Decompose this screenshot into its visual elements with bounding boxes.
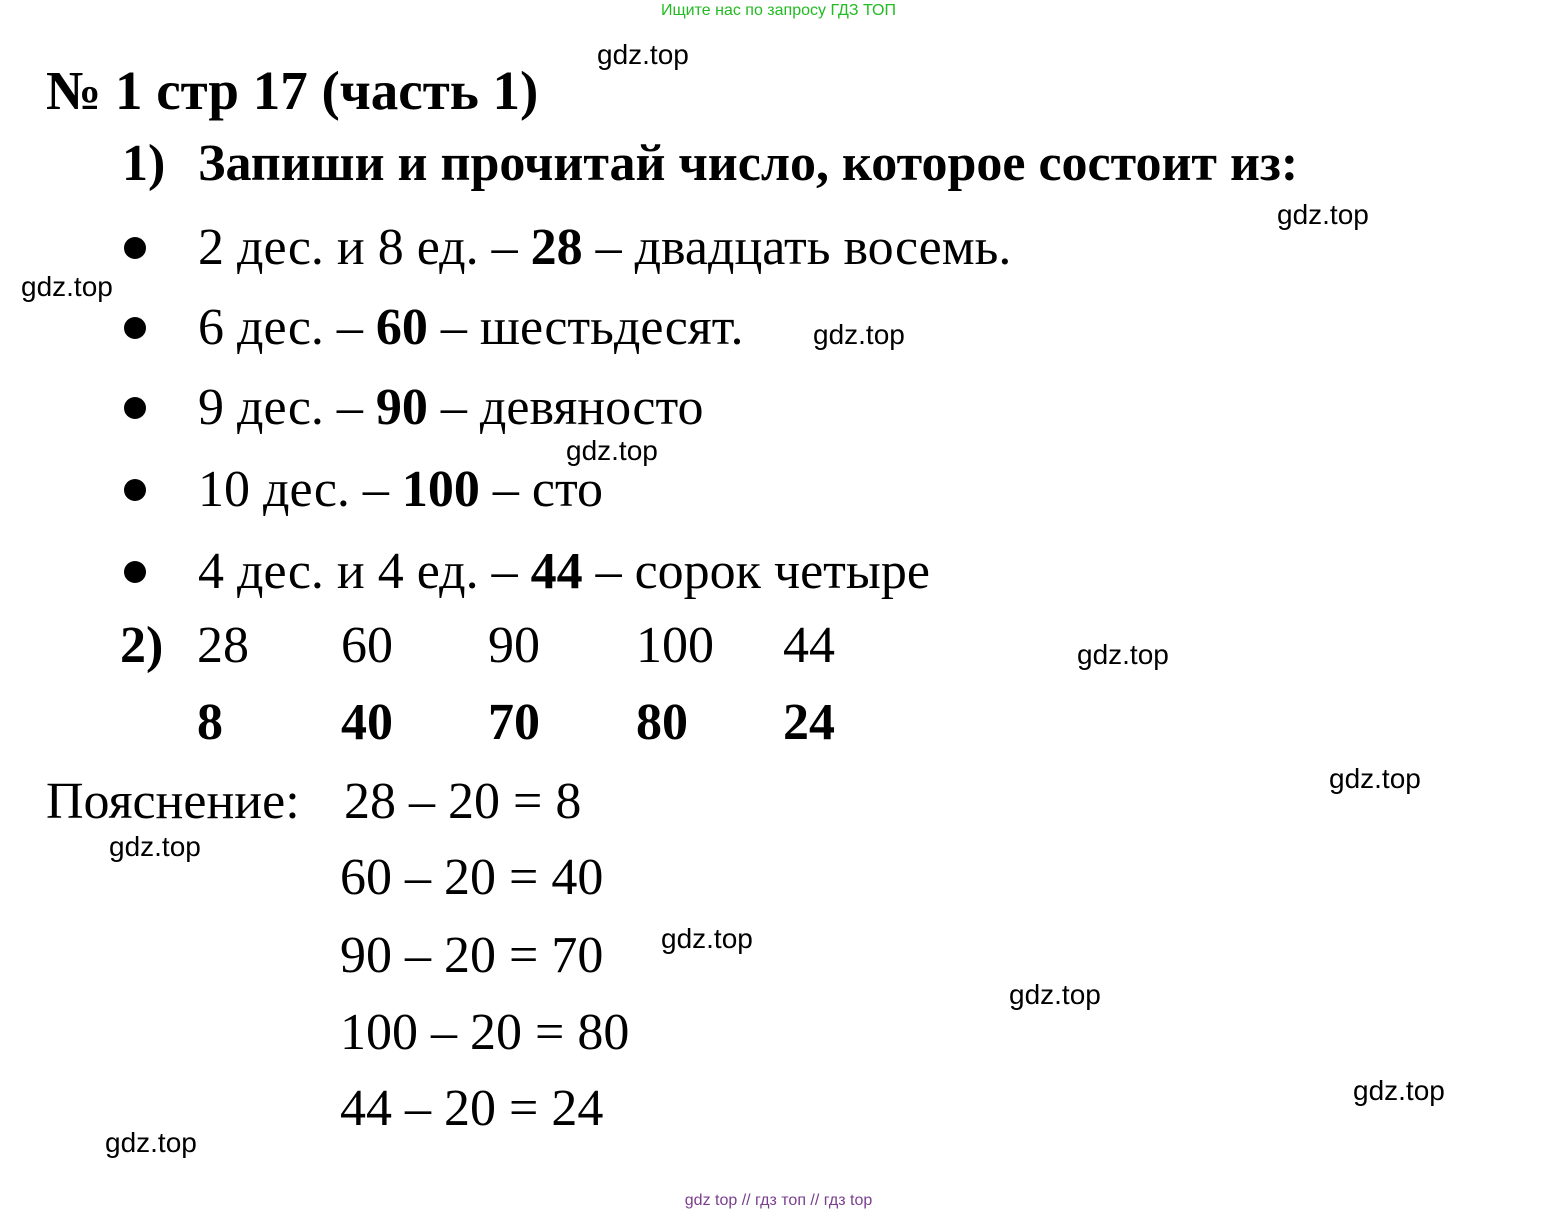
equation: 60 – 20 = 40	[340, 849, 604, 906]
watermark: gdz.top	[1277, 199, 1369, 230]
bullet-number: 44	[530, 543, 583, 600]
watermark: gdz.top	[566, 435, 658, 466]
bullet-number: 90	[375, 379, 428, 436]
watermark: gdz.top	[21, 271, 113, 302]
bullet-dot-icon	[124, 237, 146, 259]
watermark: gdz.top	[1329, 763, 1421, 794]
bullet-post: – сто	[479, 461, 604, 518]
bullet-pre: 9 дес. –	[198, 379, 376, 436]
watermark: gdz.top	[661, 923, 753, 954]
task-2-result: 70	[488, 694, 540, 751]
bullet-item	[124, 219, 1012, 276]
task-1-number: 1)	[122, 135, 166, 192]
explanation-label: Пояснение:	[46, 773, 300, 830]
task-2-result: 8	[197, 694, 223, 751]
bullet-item	[124, 543, 930, 600]
bullet-dot-icon	[124, 397, 146, 419]
task-2-value: 44	[783, 617, 835, 674]
watermark: gdz.top	[105, 1127, 197, 1158]
task-1-heading	[122, 135, 1299, 192]
bullet-post: – двадцать восемь.	[582, 219, 1012, 276]
page-title: № 1 стр 17 (часть 1)	[46, 60, 539, 121]
task-2-value: 60	[341, 617, 393, 674]
bullet-pre: 2 дес. и 8 ед. –	[198, 219, 531, 276]
bullet-pre: 6 дес. –	[198, 299, 376, 356]
task-2-result: 80	[636, 694, 688, 751]
task-2-result: 40	[341, 694, 393, 751]
watermark: gdz.top	[1353, 1075, 1445, 1106]
bullet-post: – шестьдесят.	[427, 299, 744, 356]
bullet-pre: 4 дес. и 4 ед. –	[198, 543, 531, 600]
footer-links[interactable]: gdz top // гдз топ // гдз top	[684, 1192, 873, 1209]
top-banner[interactable]: Ищите нас по запросу ГДЗ ТОП	[661, 2, 896, 19]
task-2-value: 100	[636, 617, 714, 674]
bullet-number: 28	[530, 219, 583, 276]
bullet-item	[124, 299, 744, 356]
watermark: gdz.top	[1077, 639, 1169, 670]
bullet-dot-icon	[124, 479, 146, 501]
bullet-number: 100	[401, 461, 480, 518]
task-2-value: 90	[488, 617, 540, 674]
watermark: gdz.top	[813, 319, 905, 350]
equation: 28 – 20 = 8	[344, 773, 582, 830]
watermark: gdz.top	[109, 831, 201, 862]
bullet-post: – сорок четыре	[582, 543, 930, 600]
bullet-item	[124, 379, 704, 436]
watermark: gdz.top	[597, 39, 689, 70]
equation: 44 – 20 = 24	[340, 1080, 604, 1137]
task-2-number: 2)	[120, 617, 164, 674]
task-2-value: 28	[197, 617, 249, 674]
bullet-item	[124, 461, 604, 518]
watermark: gdz.top	[1009, 979, 1101, 1010]
equation: 100 – 20 = 80	[340, 1004, 630, 1061]
bullet-pre: 10 дес. –	[198, 461, 402, 518]
bullet-post: – девяносто	[427, 379, 704, 436]
bullet-dot-icon	[124, 317, 146, 339]
bullet-number: 60	[375, 299, 428, 356]
equation: 90 – 20 = 70	[340, 927, 604, 984]
task-2-result: 24	[783, 694, 835, 751]
bullet-dot-icon	[124, 561, 146, 583]
task-1-text: Запиши и прочитай число, которое состоит из:	[198, 135, 1299, 192]
